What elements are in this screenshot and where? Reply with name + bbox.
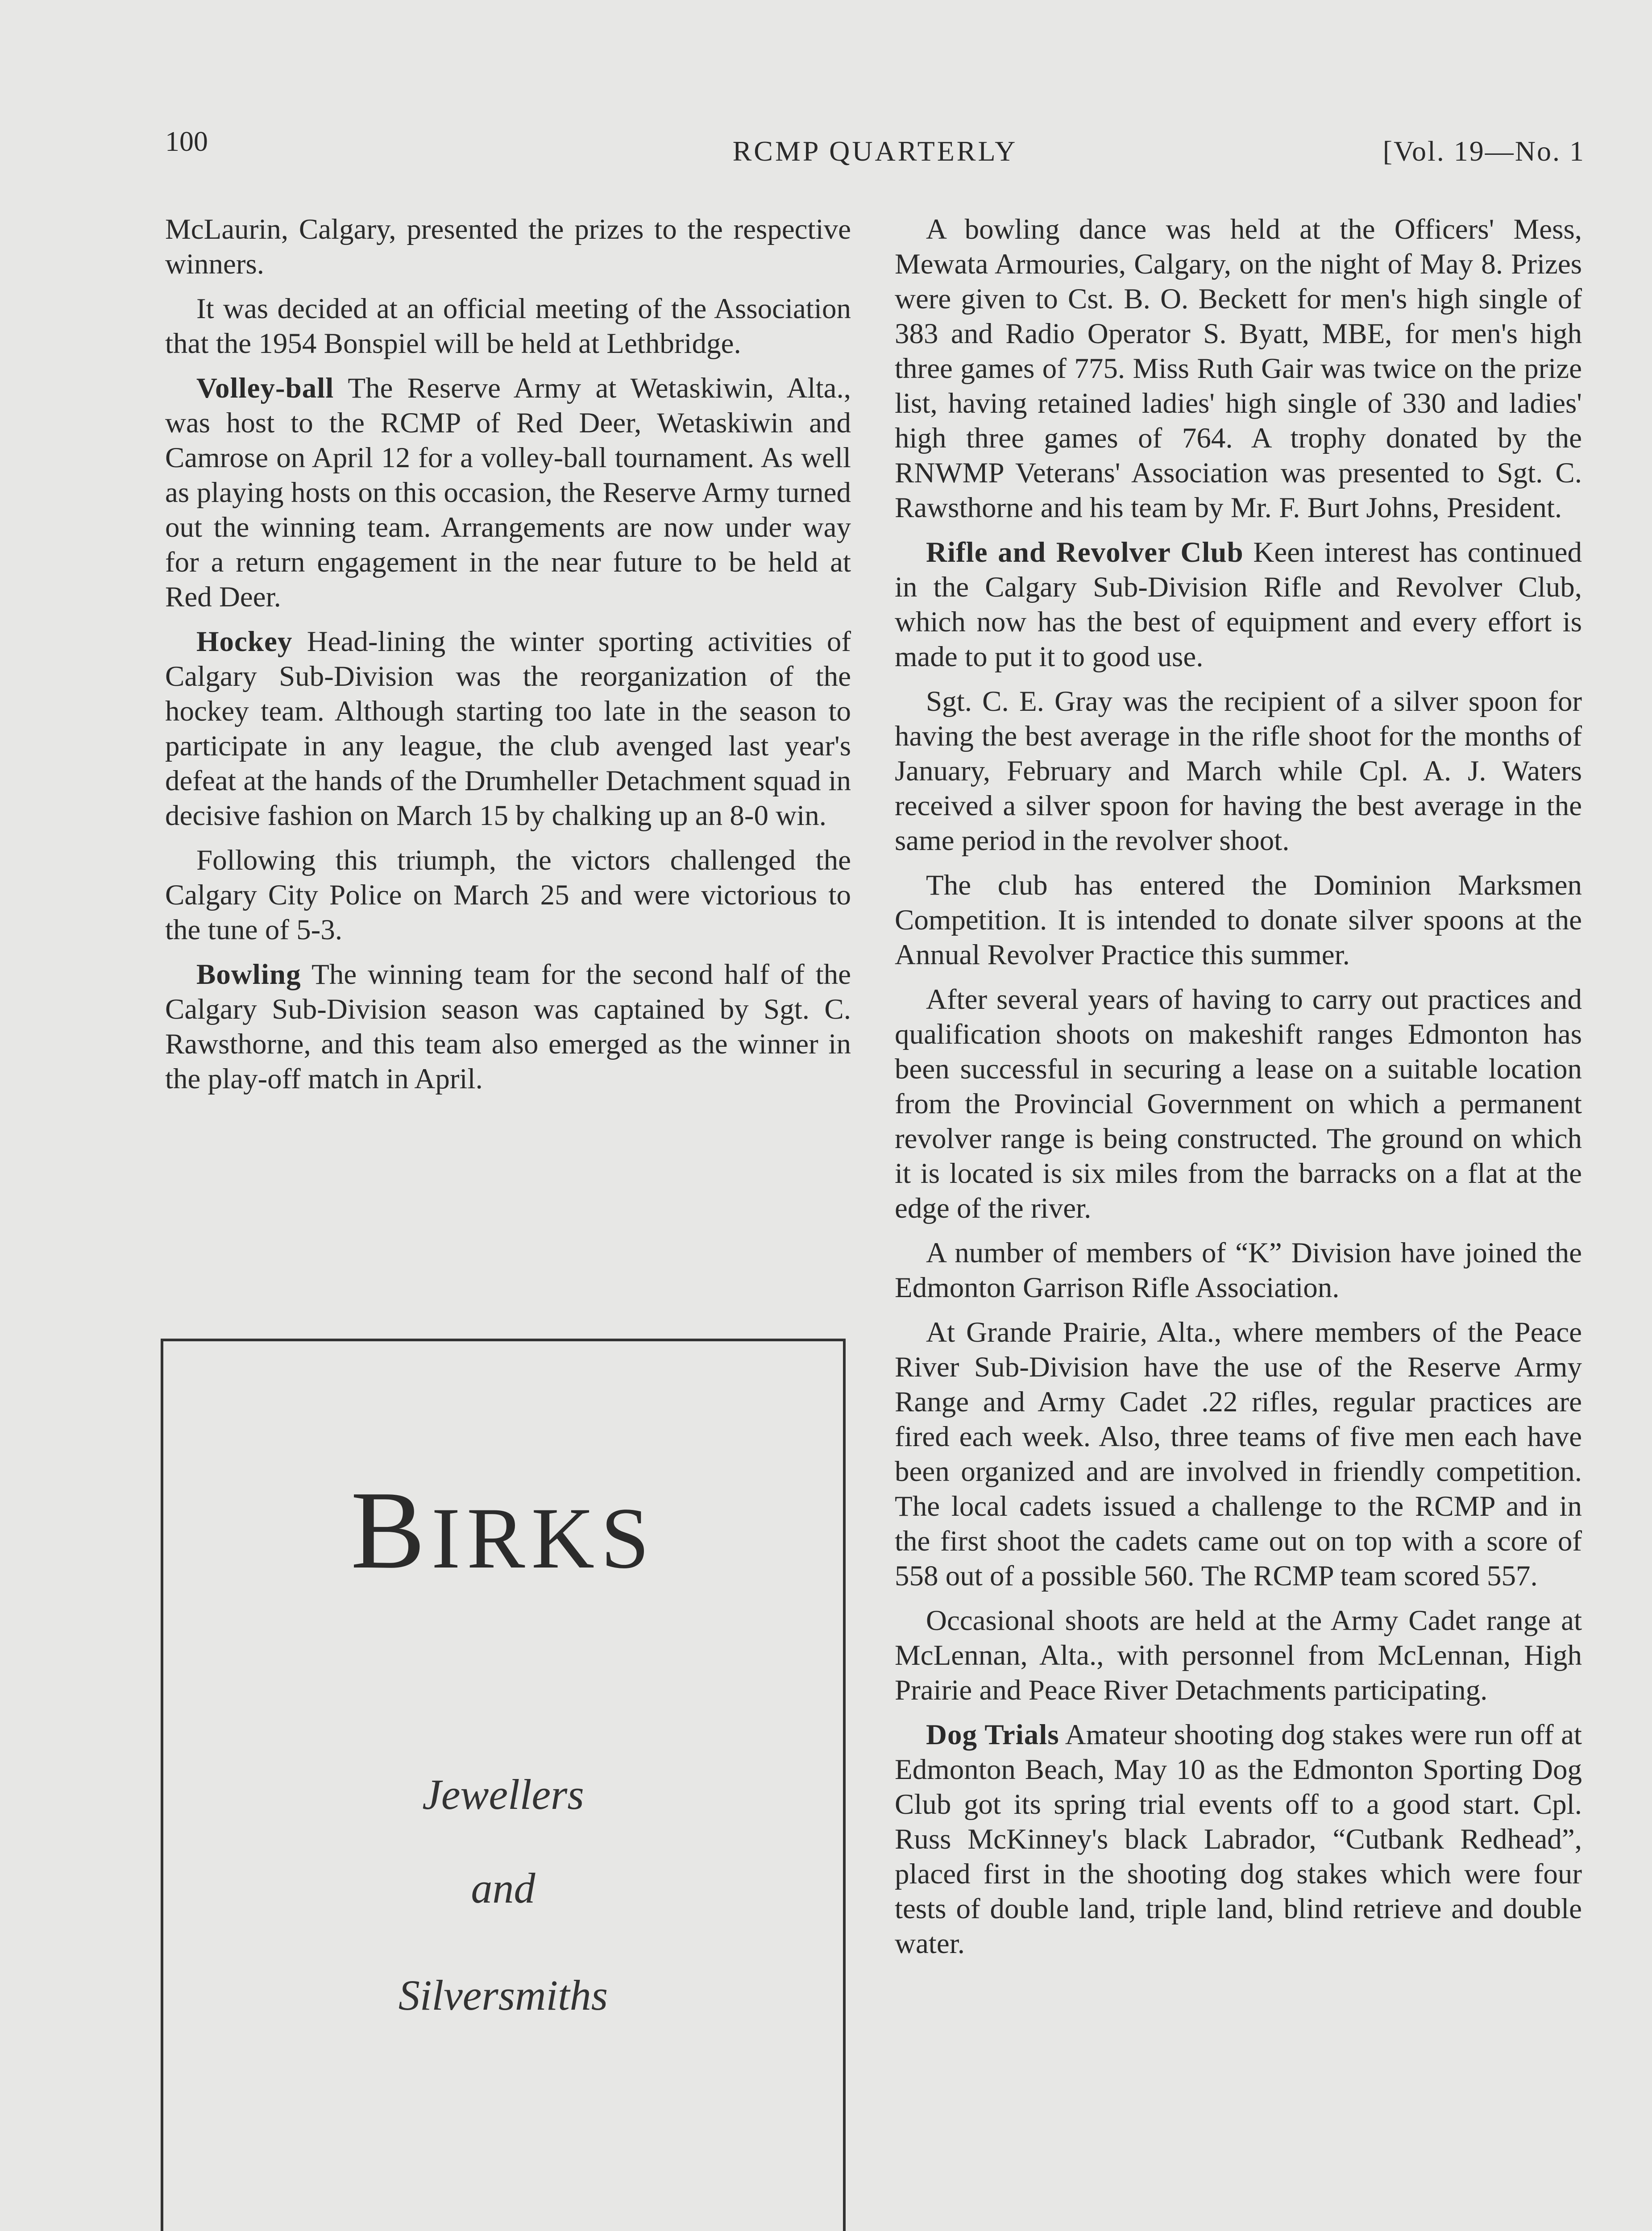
section-text: The Reserve Army at Wetaskiwin, Alta., was host to the RCMP of Red Deer, Wetaskiwin and Camrose on April 12 for a volley-ball tournament. As well as playing hosts on this occasion, the Reserve Army turned out the winning team. Arrangements are now under way for a return engagement in the near future to be held at Red Deer. — [165, 372, 851, 613]
ad-tagline-1: Jewellers — [422, 1771, 584, 1818]
paragraph: It was decided at an official meeting of the Association that the 1954 Bonspiel will be held at Lethbridge. — [165, 293, 851, 360]
section-heading: Volley-ball — [196, 372, 334, 404]
paragraph: Occasional shoots are held at the Army Cadet range at McLennan, Alta., with personnel from McLennan, High Prairie and Peace River Detachments participating. — [895, 1605, 1582, 1706]
birks-advertisement — [161, 1339, 846, 2231]
section-heading: Rifle and Revolver Club — [926, 536, 1244, 568]
section-heading: Dog Trials — [926, 1719, 1059, 1751]
paragraph: At Grande Prairie, Alta., where members of the Peace River Sub-Division have the use of the Reserve Army Range and Army Cadet .22 rifles, regular practices are fired each week. Also, three teams of five men each have been organized and are involved in friendly competition. The local cadets issued a challenge to the RCMP and in the first shoot the cadets came out on top with a score of 558 out of a possible 560. The RCMP team scored 557. — [895, 1316, 1582, 1592]
left-column — [165, 212, 851, 1106]
paragraph: McLaurin, Calgary, presented the prizes to the respective winners. — [165, 213, 851, 280]
paragraph: Sgt. C. E. Gray was the recipient of a silver spoon for having the best average in the rifle shoot for the months of January, February and March while Cpl. A. J. Waters received a silver spoon for having the best average in the same period in the revolver shoot. — [895, 685, 1582, 857]
section-text: Head-lining the winter sporting activities of Calgary Sub-Division was the reorganization of the hockey team. Although starting too late in the season to participate in any league, the club avenged last year's defeat at the hands of the Drumheller Detachment squad in decisive fashion on March 15 by chalking up an 8-0 win. — [165, 626, 851, 832]
paragraph: After several years of having to carry out practices and qualification shoots on makeshift ranges Edmonton has been successful in securing a lease on a suitable location from the Provincial Government on which a permanent revolver range is being constructed. The ground on which it is located is six miles from the barracks on a flat at the edge of the river. — [895, 983, 1582, 1224]
paragraph: A bowling dance was held at the Officers' Mess, Mewata Armouries, Calgary, on the night of May 8. Prizes were given to Cst. B. O. Beckett for men's high single of 383 and Radio Operator S. Byatt, MBE, for men's high three games of 775. Miss Ruth Gair was twice on the prize list, having retained ladies' high single of 330 and ladies' high three games of 764. A trophy donated by the RNWMP Veterans' Association was presented to Sgt. C. Rawsthorne and his team by Mr. F. Burt Johns, President. — [895, 213, 1582, 524]
bowling-section — [165, 957, 851, 1096]
rifle-section — [895, 535, 1582, 674]
section-heading: Hockey — [196, 626, 293, 658]
dog-trials-section — [895, 1717, 1582, 1961]
paragraph: Following this triumph, the victors challenged the Calgary City Police on March 25 and were victorious to the tune of 5-3. — [165, 844, 851, 946]
section-heading: Bowling — [196, 958, 301, 991]
ad-brand-name: BIRKS — [350, 1468, 656, 1592]
section-text: The winning team for the second half of the Calgary Sub-Division season was captained by Sgt. C. Rawsthorne, and this team also emerged as the winner in the play-off match in April. — [165, 958, 851, 1095]
volleyball-section — [165, 371, 851, 614]
right-column — [895, 212, 1582, 1971]
running-header — [165, 125, 1585, 167]
paragraph: A number of members of “K” Division have joined the Edmonton Garrison Rifle Association. — [895, 1237, 1582, 1304]
ad-tagline-3: Silversmiths — [398, 1971, 608, 2019]
hockey-section — [165, 624, 851, 833]
section-text: Keen interest has continued in the Calgary Sub-Division Rifle and Revolver Club, which now has the best of equipment and every effort is made to put it to good use. — [895, 536, 1582, 673]
section-text: Amateur shooting dog stakes were run off at Edmonton Beach, May 10 as the Edmonton Sporting Dog Club got its spring trial events off to a good start. Cpl. Russ McKinney's black Labrador, “Cutbank Redhead”, placed first in the shooting dog stakes which were four tests of double land, triple land, blind retrieve and double water. — [895, 1719, 1582, 1960]
volume-issue: [Vol. 19—No. 1 — [1382, 135, 1585, 167]
paragraph: The club has entered the Dominion Marksmen Competition. It is intended to donate silver spoons at the Annual Revolver Practice this summer. — [895, 869, 1582, 971]
page-number: 100 — [165, 125, 208, 157]
ad-tagline-2: and — [471, 1864, 535, 1912]
journal-title: RCMP QUARTERLY — [732, 135, 1018, 167]
